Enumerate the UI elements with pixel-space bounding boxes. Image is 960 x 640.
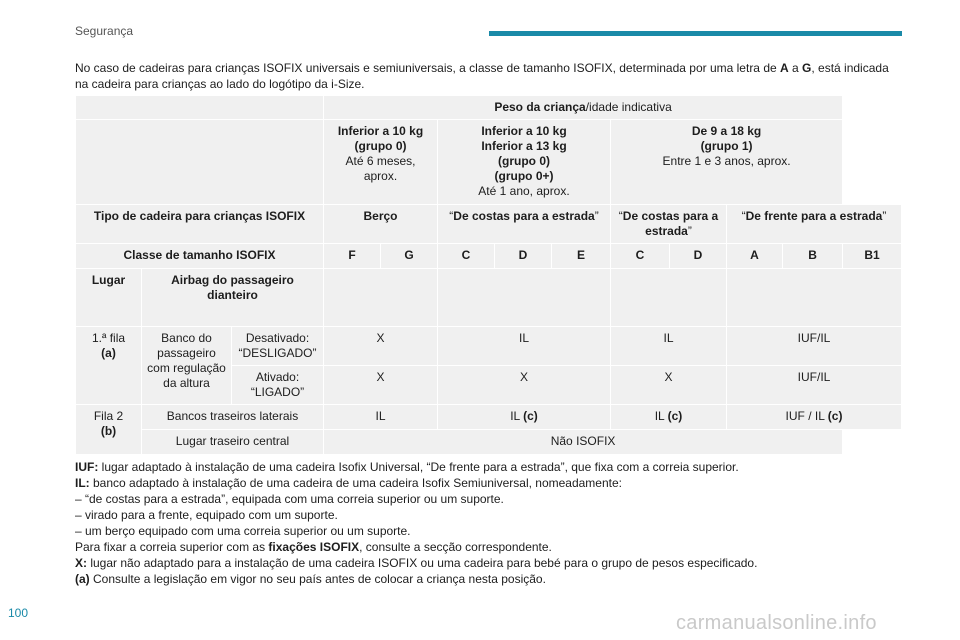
note-x: X: lugar não adaptado para a instalação de uma cadeira ISOFIX ou uma cadeira para bebé para o grupo de pesos especificado.: [75, 556, 758, 570]
airbag-activated: Ativado: “LIGADO”: [232, 366, 324, 405]
size-class-cell: D: [495, 244, 552, 269]
weight-groups-row: [76, 120, 902, 205]
weight-group-3: De 9 a 18 kg (grupo 1) Entre 1 e 3 anos, aprox.: [611, 120, 843, 205]
row2-rear-seats: [76, 405, 902, 430]
watermark: carmanualsonline.info: [676, 612, 877, 634]
seat-type-row: [76, 205, 902, 244]
value-cell: IUF / IL (c): [727, 405, 902, 430]
weight-group-2: Inferior a 10 kg Inferior a 13 kg (grupo 0) (grupo 0+) Até 1 ano, aprox.: [438, 120, 611, 205]
size-class-cell: C: [611, 244, 670, 269]
size-class-label: Classe de tamanho ISOFIX: [76, 244, 324, 269]
weight-header: Peso da criança/idade indicativa: [324, 96, 843, 120]
empty-cell: [438, 269, 611, 327]
position-header-row: [76, 269, 902, 327]
size-class-cell: G: [381, 244, 438, 269]
size-class-cell: D: [670, 244, 727, 269]
weight-header-row: [76, 96, 902, 120]
isofix-table: [75, 95, 902, 455]
weight-group-1: Inferior a 10 kg (grupo 0) Até 6 meses, aprox.: [324, 120, 438, 205]
size-class-cell: A: [727, 244, 783, 269]
seat-type-berco: Berço: [324, 205, 438, 244]
row2-label: Fila 2 (b): [76, 405, 142, 455]
center-seat-label: Lugar traseiro central: [142, 430, 324, 455]
row2-center-seat: [76, 430, 902, 455]
size-class-cell: F: [324, 244, 381, 269]
empty-cell: [727, 269, 902, 327]
note-il-item: – “de costas para a estrada”, equipada com uma correia superior ou um suporte.: [75, 492, 504, 506]
row1-label: 1.ª fila (a): [76, 327, 142, 405]
note-il: IL: banco adaptado à instalação de uma cadeira de uma cadeira Isofix Semiuniversal, nomeadamente:: [75, 476, 622, 490]
size-class-cell: E: [552, 244, 611, 269]
value-cell: IUF/IL: [727, 327, 902, 366]
page-number: 100: [8, 606, 29, 620]
size-class-cell: B1: [843, 244, 902, 269]
intro-paragraph: No caso de cadeiras para crianças ISOFIX universais e semiuniversais, a classe de tamanho ISOFIX, determinada por uma letra de A a G, está indicada na cadeira para crianças ao lado do logótipo da i-Size.: [75, 61, 889, 91]
note-iuf: IUF: lugar adaptado à instalação de uma cadeira Isofix Universal, “De frente para a estrada”, que fixa com a correia superior.: [75, 460, 739, 474]
note-a: (a) Consulte a legislação em vigor no seu país antes de colocar a criança nesta posição.: [75, 572, 546, 586]
seat-type-rear-facing-2: “De costas para a estrada”: [611, 205, 727, 244]
value-cell: IUF/IL: [727, 366, 902, 405]
center-seat-value: Não ISOFIX: [324, 430, 843, 455]
value-cell: IL: [611, 327, 727, 366]
lugar-label: Lugar: [76, 269, 142, 327]
note-fixing: Para fixar a correia superior com as fixações ISOFIX, consulte a secção correspondente.: [75, 540, 552, 554]
value-cell: X: [324, 366, 438, 405]
empty-cell: [611, 269, 727, 327]
size-class-cell: B: [783, 244, 843, 269]
empty-cell: [76, 96, 324, 120]
airbag-label: Airbag do passageiro dianteiro: [142, 269, 324, 327]
value-cell: IL: [438, 327, 611, 366]
rear-seats-label: Bancos traseiros laterais: [142, 405, 324, 430]
value-cell: X: [438, 366, 611, 405]
empty-cell: [324, 269, 438, 327]
header-accent-bar: [489, 31, 902, 36]
legend-notes: [75, 459, 905, 587]
airbag-deactivated: Desativado: “DESLIGADO”: [232, 327, 324, 366]
seat-type-forward-facing: “De frente para a estrada”: [727, 205, 902, 244]
note-il-item: – um berço equipado com uma correia superior ou um suporte.: [75, 524, 411, 538]
section-title: Segurança: [75, 24, 134, 38]
seat-type-rear-facing-1: “De costas para a estrada”: [438, 205, 611, 244]
value-cell: X: [324, 327, 438, 366]
seat-type-label: Tipo de cadeira para crianças ISOFIX: [76, 205, 324, 244]
note-il-item: – virado para a frente, equipado com um suporte.: [75, 508, 338, 522]
row1-seat: Banco do passageiro com regulação da altura: [142, 327, 232, 405]
value-cell: IL: [324, 405, 438, 430]
value-cell: IL (c): [611, 405, 727, 430]
size-class-row: [76, 244, 902, 269]
value-cell: X: [611, 366, 727, 405]
row1-deactivated: [76, 327, 902, 366]
size-class-cell: C: [438, 244, 495, 269]
value-cell: IL (c): [438, 405, 611, 430]
empty-cell: [76, 120, 324, 205]
